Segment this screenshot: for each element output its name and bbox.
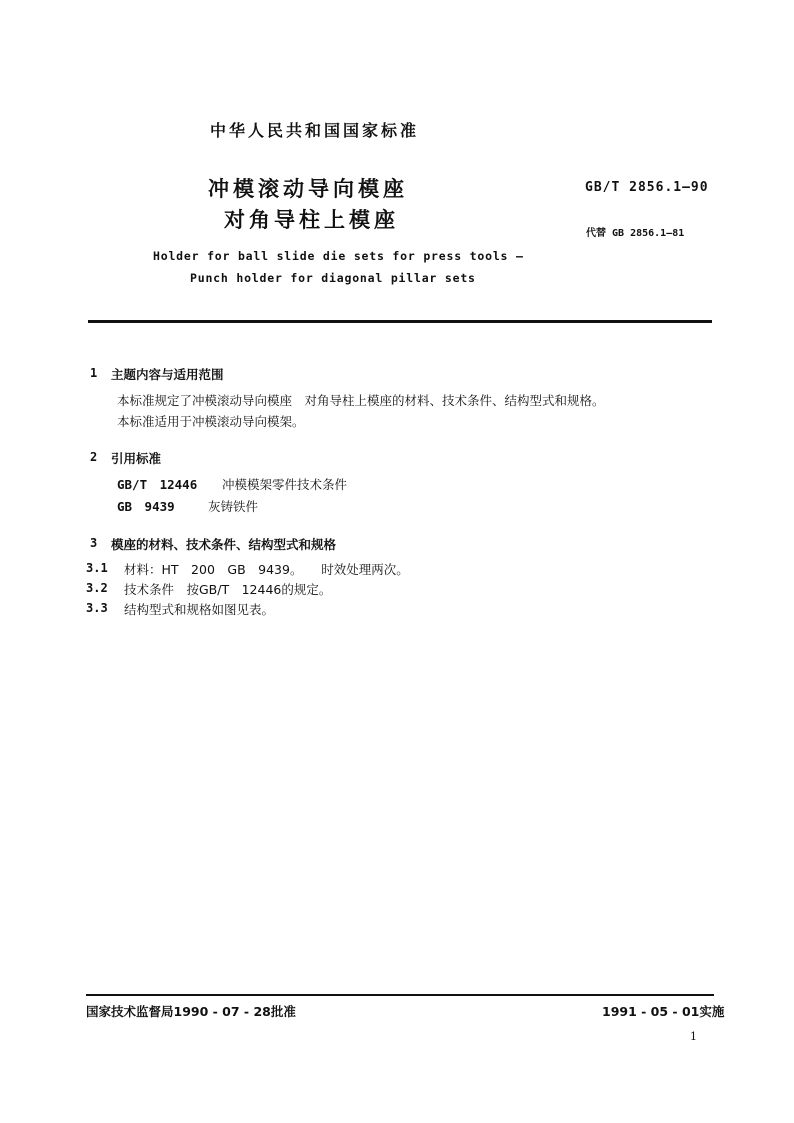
section-1-title: 主题内容与适用范围 <box>111 367 224 382</box>
section-1-paragraph-1: 本标准规定了冲模滚动导向模座 对角导柱上模座的材料、技术条件、结构型式和规格。 <box>117 393 605 408</box>
clause-3-3-text: 结构型式和规格如图见表。 <box>124 602 275 617</box>
reference-1-title: 冲模模架零件技术条件 <box>222 477 348 492</box>
standard-number: GB/T 2856.1—90 <box>585 180 709 195</box>
replaces-standard: 代替 GB 2856.1—81 <box>586 228 685 239</box>
section-2-number: 2 <box>90 450 98 464</box>
page-number: 1 <box>690 1030 697 1043</box>
footer-divider <box>86 994 714 996</box>
title-line-1: 冲模滚动导向模座 <box>208 177 408 201</box>
clause-3-1-number: 3.1 <box>86 561 108 575</box>
header-divider <box>88 320 712 323</box>
title-line-2: 对角导柱上模座 <box>224 208 399 232</box>
section-2-title: 引用标准 <box>111 451 162 466</box>
section-3-number: 3 <box>90 536 98 550</box>
effective-date: 1991 - 05 - 01实施 <box>602 1004 725 1019</box>
section-3-title: 模座的材料、技术条件、结构型式和规格 <box>111 537 337 552</box>
reference-2-code: GB 9439 <box>117 499 175 514</box>
issuing-authority: 中华人民共和国国家标准 <box>210 121 420 140</box>
clause-3-3-number: 3.3 <box>86 601 108 615</box>
section-1-number: 1 <box>90 366 98 380</box>
clause-3-2-text: 技术条件 按GB/T 12446的规定。 <box>124 582 332 597</box>
reference-2-title: 灰铸铁件 <box>208 499 259 514</box>
section-1-paragraph-2: 本标准适用于冲模滚动导向模架。 <box>117 414 305 429</box>
english-title-line-2: Punch holder for diagonal pillar sets <box>190 271 476 285</box>
english-title-line-1: Holder for ball slide die sets for press tools — <box>153 249 524 263</box>
clause-3-2-number: 3.2 <box>86 581 108 595</box>
approval-date: 国家技术监督局1990 - 07 - 28批准 <box>86 1004 296 1019</box>
clause-3-1-text: 材料：HT 200 GB 9439。 时效处理两次。 <box>124 562 409 577</box>
reference-1-code: GB/T 12446 <box>117 477 198 492</box>
